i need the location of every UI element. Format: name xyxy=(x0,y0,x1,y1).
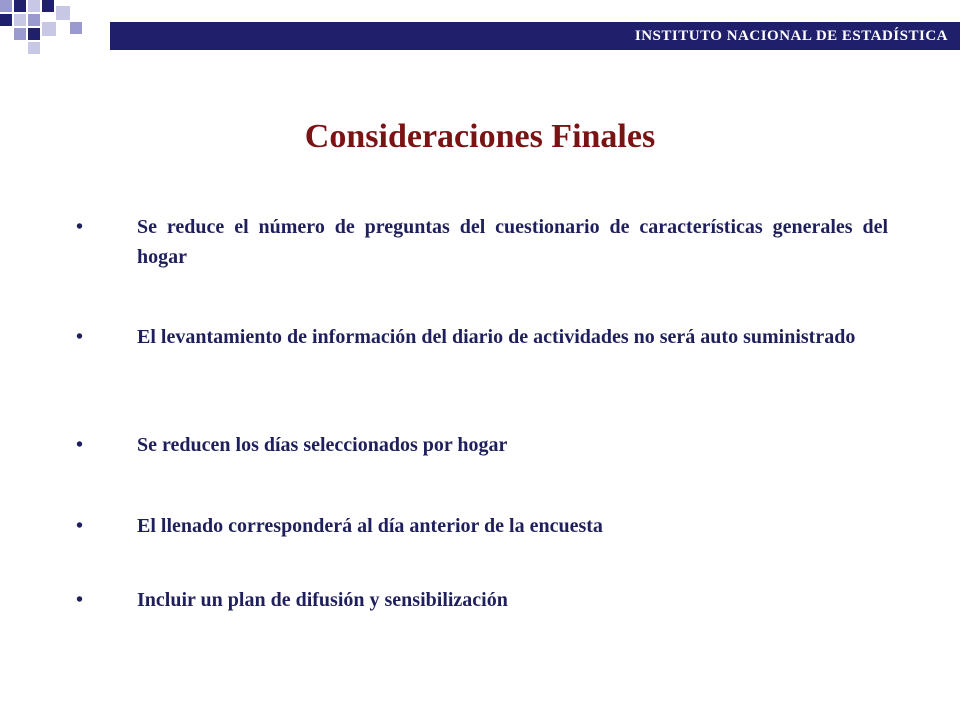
bullet-icon: • xyxy=(76,216,84,238)
bullet-icon: • xyxy=(76,515,84,537)
logo-square xyxy=(0,0,12,12)
bullet-text: El llenado corresponderá al día anterior de la encuesta xyxy=(137,515,603,537)
logo-square xyxy=(28,0,40,12)
bullet-icon: • xyxy=(76,326,84,348)
logo-square xyxy=(56,6,70,20)
logo-square xyxy=(28,42,40,54)
logo-squares xyxy=(0,0,80,56)
logo-square xyxy=(14,28,26,40)
logo-square xyxy=(28,14,40,26)
bullet-text: Se reduce el número de preguntas del cuestionario de características generales del hogar xyxy=(137,216,888,268)
slide-title: Consideraciones Finales xyxy=(304,118,656,155)
bullet-item xyxy=(72,511,888,541)
bullet-item xyxy=(72,430,888,460)
logo-square xyxy=(0,14,12,26)
bullet-icon: • xyxy=(76,589,84,611)
bullet-text: Incluir un plan de difusión y sensibilización xyxy=(137,589,508,611)
bullet-item xyxy=(72,212,888,272)
bullet-icon: • xyxy=(76,434,84,456)
logo-square xyxy=(70,22,82,34)
logo-square xyxy=(42,22,56,36)
logo-square xyxy=(14,14,26,26)
bullet-item xyxy=(72,322,888,352)
logo-square xyxy=(14,0,26,12)
bullet-text: Se reducen los días seleccionados por hogar xyxy=(137,434,508,456)
logo-square xyxy=(28,28,40,40)
bullet-item xyxy=(72,585,888,615)
organization-name: INSTITUTO NACIONAL DE ESTADÍSTICA xyxy=(634,27,948,44)
logo-square xyxy=(42,0,54,12)
bullet-text: El levantamiento de información del diario de actividades no será auto suministrado xyxy=(137,326,856,348)
header-bar xyxy=(110,22,960,50)
